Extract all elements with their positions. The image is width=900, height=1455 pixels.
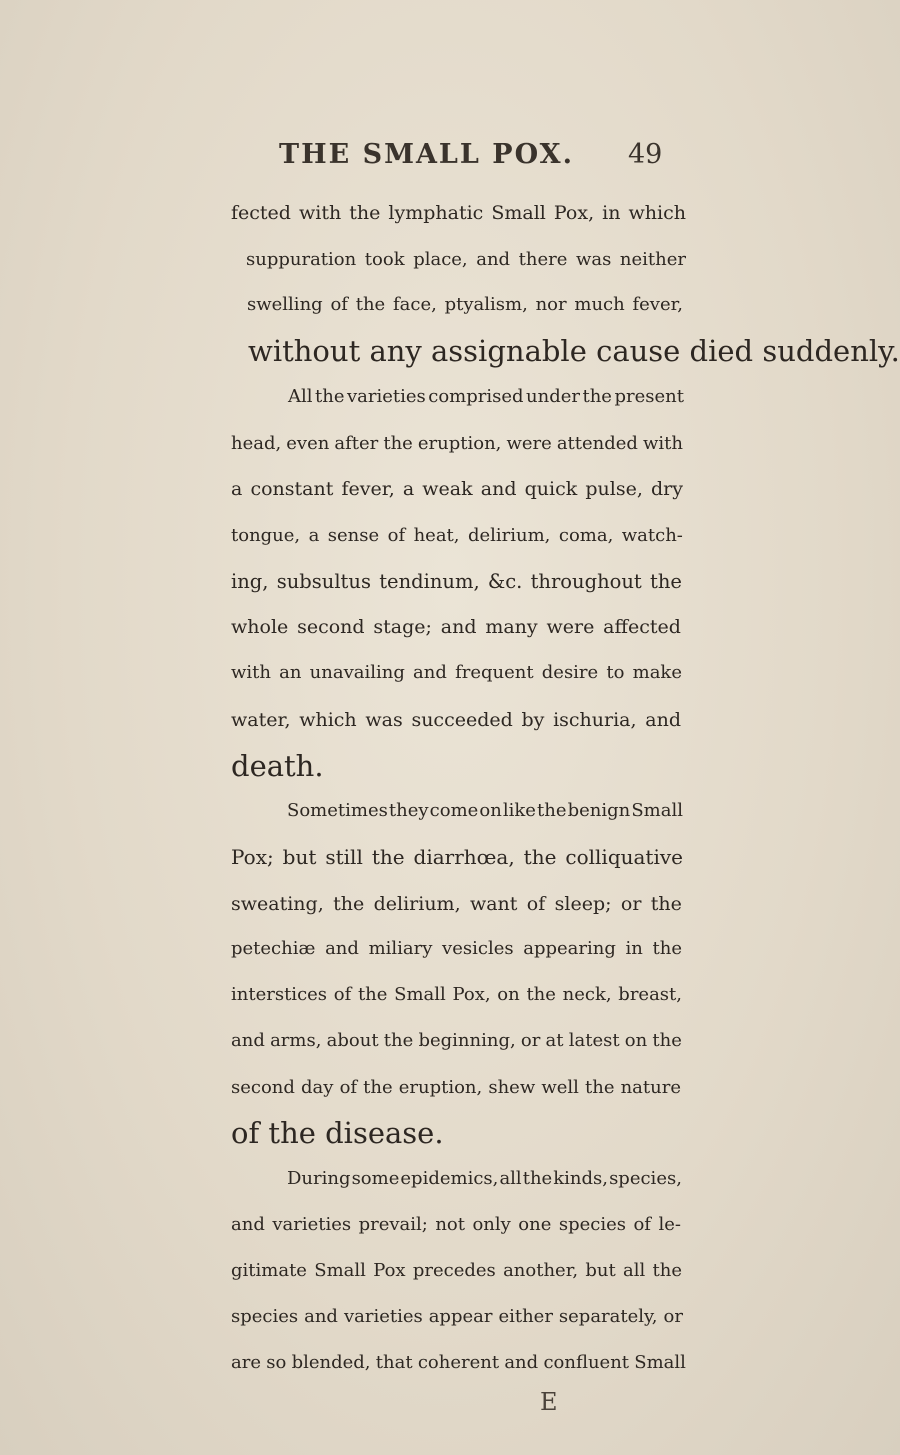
text-line	[287, 786, 683, 836]
word: or	[520, 1029, 541, 1051]
text-line	[231, 1016, 682, 1066]
word: arms,	[270, 1029, 322, 1051]
word: present	[614, 385, 684, 407]
text-line: of the disease.	[231, 1116, 444, 1151]
word: Small	[631, 800, 683, 822]
word: ischuria,	[553, 708, 637, 731]
word: breast,	[618, 984, 682, 1006]
word: constant	[250, 478, 334, 501]
word: the	[383, 1029, 414, 1051]
signature-mark: E	[540, 1388, 558, 1416]
text-line	[231, 557, 682, 607]
text-line	[288, 372, 684, 422]
word: During	[287, 1168, 351, 1190]
word: coherent	[417, 1352, 500, 1373]
text-line	[231, 970, 682, 1020]
word: watch-	[621, 524, 683, 546]
text-line	[231, 1246, 682, 1296]
word: to	[606, 662, 625, 684]
word: and	[325, 938, 359, 960]
word: gitimate	[231, 1260, 307, 1282]
word: the	[652, 1029, 682, 1051]
word: come	[429, 800, 479, 822]
word: vesicles	[442, 938, 514, 960]
word: tongue,	[231, 524, 301, 546]
word: swelling	[247, 294, 323, 316]
word: an	[279, 662, 302, 684]
word: the	[585, 1076, 615, 1098]
word: so	[266, 1352, 287, 1373]
word: face,	[392, 294, 437, 316]
word: eruption,	[417, 432, 502, 454]
word: appearing	[523, 938, 616, 960]
text-line	[231, 511, 683, 561]
word: or	[620, 892, 642, 915]
word: and	[440, 616, 477, 639]
word: Small	[491, 202, 546, 224]
word: of	[633, 1213, 651, 1235]
word: appear	[428, 1306, 493, 1328]
word: second	[231, 1076, 295, 1098]
word: delirium,	[373, 892, 461, 915]
text-line	[231, 924, 682, 974]
text-line	[231, 1292, 683, 1342]
word: epidemics,	[400, 1168, 499, 1190]
word: and	[645, 708, 681, 731]
word: the	[652, 1260, 682, 1282]
word: with	[231, 662, 271, 684]
word: place,	[413, 248, 468, 270]
text-line	[231, 464, 683, 514]
word: stage;	[373, 616, 432, 639]
word: or	[663, 1306, 683, 1328]
word: miliary	[368, 938, 433, 960]
word: Pox;	[231, 845, 274, 870]
word: diarrhœa,	[413, 845, 515, 870]
word: still	[325, 845, 363, 870]
word: was	[575, 248, 612, 270]
word: make	[632, 662, 682, 684]
word: and	[504, 1352, 539, 1373]
word: another,	[503, 1260, 579, 1282]
word: le-	[658, 1213, 681, 1235]
word: Pox,	[553, 202, 595, 224]
word: the	[315, 385, 345, 407]
text-line	[231, 1338, 686, 1388]
word: precedes	[412, 1260, 496, 1282]
word: desire	[541, 662, 599, 684]
text-line	[231, 602, 681, 652]
word: species	[231, 1306, 299, 1328]
word: the	[526, 984, 556, 1006]
text-line	[231, 1063, 681, 1113]
word: day	[301, 1076, 334, 1098]
word: frequent	[455, 662, 534, 684]
word: all	[499, 1168, 522, 1190]
word: coma,	[558, 524, 614, 546]
word: was	[365, 708, 403, 731]
word: subsultus	[276, 569, 371, 593]
word: affected	[603, 616, 681, 639]
word: but	[585, 1260, 616, 1282]
word: in	[602, 202, 621, 224]
word: latest	[568, 1029, 620, 1051]
word: sense	[327, 524, 380, 546]
word: heat,	[413, 524, 460, 546]
word: were	[546, 616, 595, 639]
word: the	[363, 1076, 393, 1098]
word: about	[326, 1029, 379, 1051]
word: on	[479, 800, 502, 822]
word: in	[625, 938, 643, 960]
text-line	[247, 280, 683, 330]
word: but	[282, 845, 317, 870]
word: interstices	[231, 984, 328, 1006]
word: are	[231, 1352, 261, 1373]
word: and	[480, 478, 517, 501]
word: there	[518, 248, 568, 270]
word: beginning,	[418, 1029, 516, 1051]
word: which	[628, 202, 686, 224]
word: and	[476, 248, 511, 270]
word: sweating,	[231, 892, 324, 915]
text-line	[231, 695, 681, 745]
word: species,	[609, 1168, 682, 1190]
word: throughout	[530, 569, 642, 593]
word: pulse,	[585, 478, 643, 501]
word: second	[297, 616, 365, 639]
word: varieties	[346, 385, 426, 407]
word: quick	[524, 478, 578, 501]
word: shew	[488, 1076, 536, 1098]
word: sleep;	[554, 892, 612, 915]
word: &c.	[487, 569, 523, 593]
text-line	[231, 1200, 681, 1250]
word: the	[523, 845, 557, 870]
page-number: 49	[628, 139, 663, 170]
text-line	[246, 235, 686, 285]
word: Small	[634, 1352, 686, 1373]
word: of	[387, 524, 406, 546]
word: which	[299, 708, 357, 731]
word: lymphatic	[388, 202, 484, 224]
word: ptyalism,	[444, 294, 528, 316]
word: they	[388, 800, 429, 822]
word: Small	[394, 984, 446, 1006]
word: blended,	[291, 1352, 371, 1373]
word: colliquative	[565, 845, 683, 870]
word: comprised	[428, 385, 524, 407]
word: delirium,	[467, 524, 551, 546]
word: kinds,	[553, 1168, 609, 1190]
word: on	[497, 984, 520, 1006]
text-line	[287, 1154, 682, 1204]
word: weak	[422, 478, 473, 501]
word: separately,	[558, 1306, 658, 1328]
text-line: death.	[231, 748, 324, 783]
word: took	[364, 248, 405, 270]
text-line	[231, 648, 682, 698]
word: and	[231, 1213, 265, 1235]
word: well	[541, 1076, 579, 1098]
word: the	[650, 892, 682, 915]
word: unavailing	[309, 662, 405, 684]
word: even	[286, 432, 330, 454]
word: of	[526, 892, 546, 915]
word: attended	[556, 432, 638, 454]
word: varieties	[272, 1213, 352, 1235]
word: suppuration	[246, 248, 357, 270]
word: dry	[650, 478, 683, 501]
word: a	[308, 524, 320, 546]
word: either	[498, 1306, 553, 1328]
word: of	[333, 984, 352, 1006]
word: one	[518, 1213, 552, 1235]
word: only	[472, 1213, 511, 1235]
word: Small	[314, 1260, 366, 1282]
word: not	[435, 1213, 465, 1235]
word: of	[339, 1076, 358, 1098]
text-line: without any assignable cause died suddenly.	[248, 334, 900, 369]
word: petechiæ	[231, 938, 316, 960]
word: all	[622, 1260, 646, 1282]
word: Pox	[373, 1260, 406, 1282]
word: by	[521, 708, 545, 731]
word: at	[545, 1029, 564, 1051]
word: and	[413, 662, 447, 684]
running-title: THE SMALL POX.	[279, 139, 574, 170]
word: nor	[535, 294, 567, 316]
word: were	[506, 432, 552, 454]
word: prevail;	[358, 1213, 428, 1235]
word: the	[522, 1168, 553, 1190]
word: the	[537, 800, 567, 822]
word: varieties	[343, 1306, 423, 1328]
running-head	[0, 139, 800, 179]
word: tendinum,	[379, 569, 480, 593]
word: Pox,	[452, 984, 491, 1006]
word: the	[582, 385, 612, 407]
text-line	[231, 879, 682, 929]
word: species	[558, 1213, 626, 1235]
word: many	[485, 616, 538, 639]
text-line	[231, 832, 683, 882]
word: and	[231, 1029, 265, 1051]
word: fever,	[341, 478, 395, 501]
word: a	[402, 478, 415, 501]
word: the	[355, 294, 386, 316]
word: nature	[620, 1076, 681, 1098]
word: of	[330, 294, 348, 316]
word: like	[502, 800, 536, 822]
word: fever,	[632, 294, 683, 316]
word: neck,	[562, 984, 612, 1006]
word: head,	[231, 432, 282, 454]
word: succeeded	[411, 708, 513, 731]
word: confluent	[543, 1352, 630, 1373]
word: whole	[231, 616, 289, 639]
word: ing,	[231, 569, 269, 593]
word: the	[349, 202, 381, 224]
word: want	[469, 892, 518, 915]
word: with	[643, 432, 683, 454]
word: on	[624, 1029, 648, 1051]
word: the	[371, 845, 405, 870]
word: the	[652, 938, 682, 960]
word: the	[333, 892, 365, 915]
word: much	[574, 294, 625, 316]
word: under	[526, 385, 580, 407]
word: eruption,	[398, 1076, 483, 1098]
word: water,	[231, 708, 291, 731]
word: neither	[619, 248, 686, 270]
word: some	[351, 1168, 400, 1190]
word: with	[299, 202, 342, 224]
word: fected	[231, 202, 291, 224]
word: Sometimes	[287, 800, 388, 822]
word: the	[357, 984, 388, 1006]
word: All	[288, 385, 313, 407]
word: the	[650, 569, 682, 593]
word: that	[375, 1352, 413, 1373]
word: benign	[567, 800, 631, 822]
text-line	[231, 419, 683, 469]
word: the	[383, 432, 413, 454]
word: after	[334, 432, 379, 454]
word: and	[304, 1306, 338, 1328]
text-line	[231, 188, 686, 238]
word: a	[231, 478, 243, 501]
